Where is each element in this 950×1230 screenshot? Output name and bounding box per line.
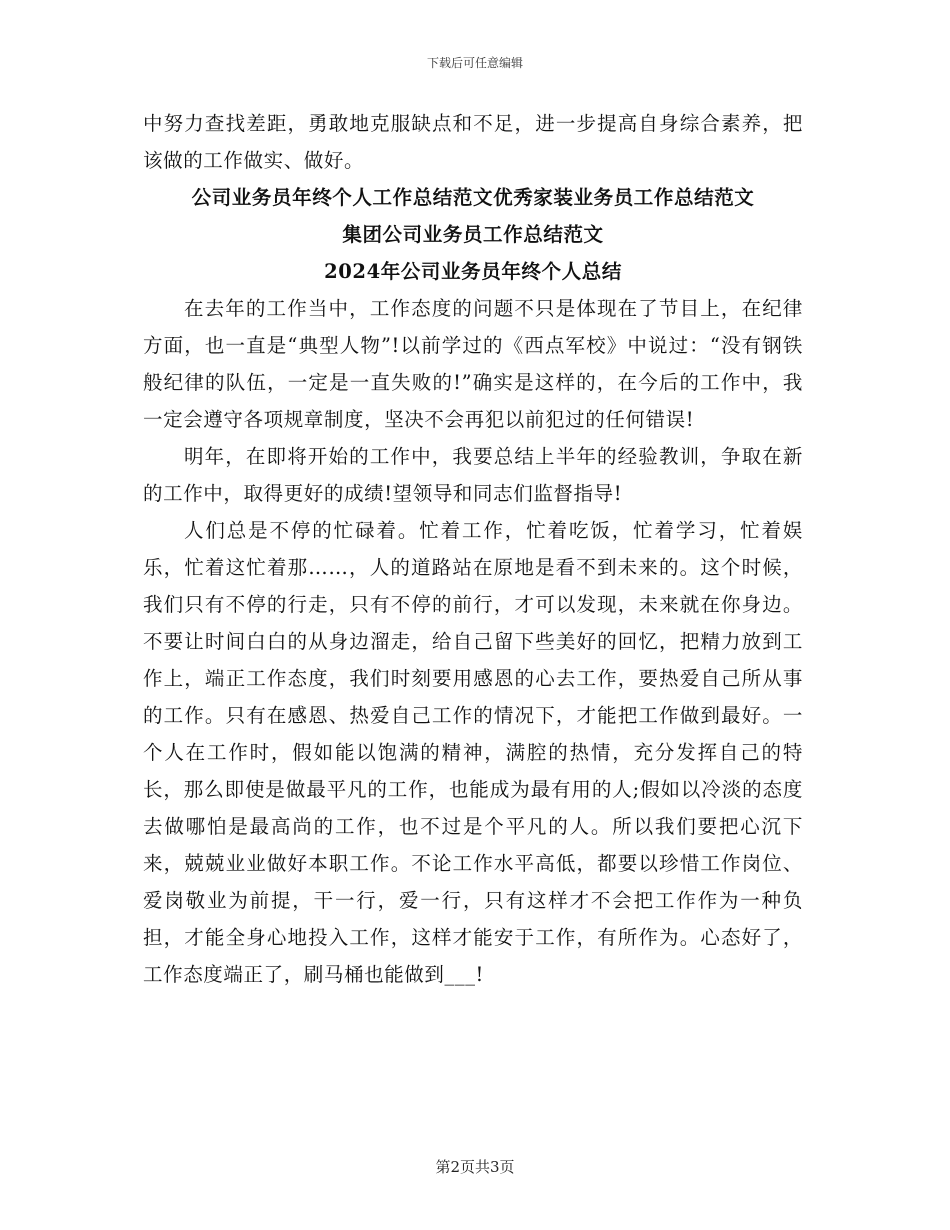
section-titles	[143, 179, 803, 290]
body-paragraph-2: 明年，在即将开始的工作中，我要总结上半年的经验教训，争取在新的工作中，取得更好的成绩!望领导和同志们监督指导!	[143, 445, 803, 505]
body-paragraph-1: 在去年的工作当中，工作态度的问题不只是体现在了节目上，在纪律方面，也一直是“典型人物”!以前学过的《西点军校》中说过：“没有钢铁般纪律的队伍，一定是一直失败的!”确实是这样的，在今后的工作中，我一定会遵守各项规章制度，坚决不会再犯以前犯过的任何错误!	[143, 297, 803, 431]
intro-paragraph: 中努力查找差距，勇敢地克服缺点和不足，进一步提高自身综合素养，把该做的工作做实、做好。	[143, 112, 803, 172]
document-body	[143, 105, 803, 993]
section-title-1: 公司业务员年终个人工作总结范文优秀家装业务员工作总结范文	[191, 186, 755, 209]
page-number-footer: 第2页共3页	[435, 1158, 515, 1176]
section-title-3: 2024年公司业务员年终个人总结	[324, 260, 622, 283]
section-title-2: 集团公司业务员工作总结范文	[342, 223, 604, 246]
body-paragraph-3: 人们总是不停的忙碌着。忙着工作，忙着吃饭，忙着学习，忙着娱乐，忙着这忙着那……，人的道路站在原地是看不到未来的。这个时候，我们只有不停的行走，只有不停的前行，才可以发现，未来就在你身边。不要让时间白白的从身边溜走，给自己留下些美好的回忆，把精力放到工作上，端正工作态度，我们时刻要用感恩的心去工作，要热爱自己所从事的工作。只有在感恩、热爱自己工作的情况下，才能把工作做到最好。一个人在工作时，假如能以饱满的精神，满腔的热情，充分发挥自己的特长，那么即使是做最平凡的工作，也能成为最有用的人;假如以冷淡的态度去做哪怕是最高尚的工作，也不过是个平凡的人。所以我们要把心沉下来，兢兢业业做好本职工作。不论工作水平高低，都要以珍惜工作岗位、爱岗敬业为前提，干一行，爱一行，只有这样才不会把工作作为一种负担，才能全身心地投入工作，这样才能安于工作，有所作为。心态好了，工作态度端正了，刷马桶也能做到___!	[143, 519, 803, 986]
header-note: 下载后可任意编辑	[426, 56, 523, 70]
